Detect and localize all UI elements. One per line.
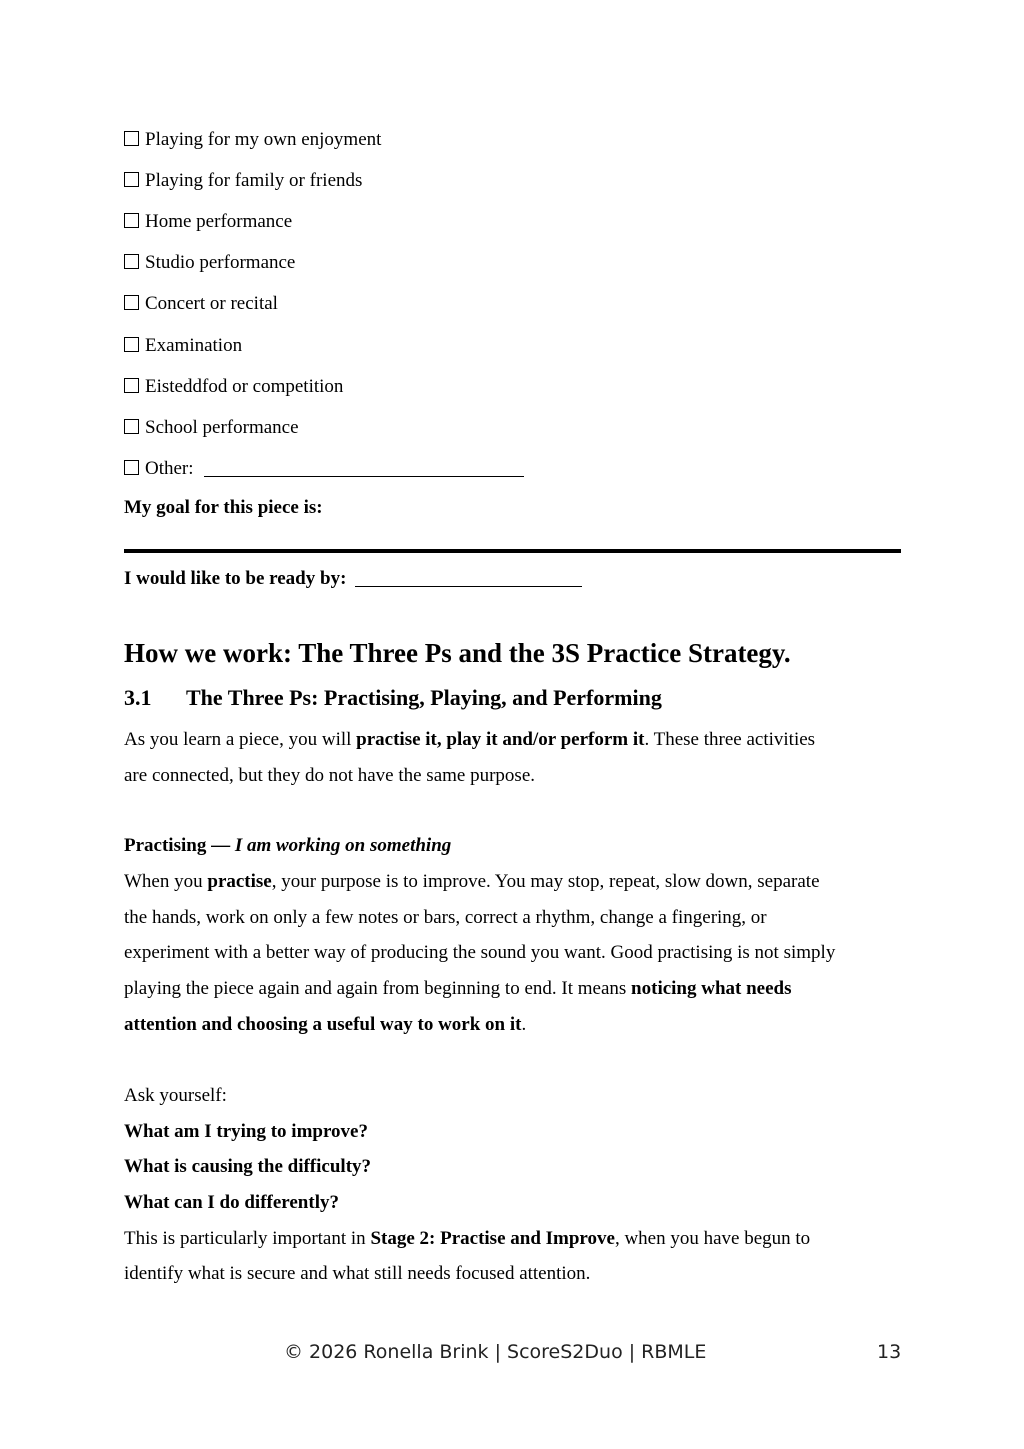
practising-line-5 [124,1013,526,1037]
intro-line-2: are connected, but they do not have the same purpose. [124,765,535,786]
option-home-performance[interactable] [124,210,292,234]
checkbox[interactable] [124,213,139,228]
checkbox[interactable] [124,419,139,434]
checkbox[interactable] [124,378,139,393]
option-label: Other: [145,458,194,479]
option-examination[interactable] [124,334,242,358]
checkbox[interactable] [124,254,139,269]
option-school-performance[interactable] [124,416,299,440]
checkbox[interactable] [124,172,139,187]
ask-intro: Ask yourself: [124,1085,227,1106]
paragraph-emphasis: Stage 2: Practise and Improve [370,1228,615,1249]
page-number: 13 [877,1341,902,1363]
section-title: How we work: The Three Ps and the 3S Practice Strategy. [124,638,791,668]
option-own-enjoyment[interactable] [124,128,381,152]
paragraph-text: . [521,1014,527,1035]
footer-copyright: © 2026 Ronella Brink | ScoreS2Duo | RBMLE [284,1341,707,1363]
ready-by-blank-line[interactable] [355,568,582,587]
paragraph-text: When you [124,871,208,892]
practising-heading [124,834,451,858]
paragraph-emphasis: noticing what needs [631,978,792,999]
subsection-heading [124,685,662,711]
paragraph-text: , your purpose is to improve. You may stop, repeat, slow down, separate [271,871,820,892]
ask-question-3: What can I do differently? [124,1192,339,1213]
option-concert-recital[interactable] [124,292,278,316]
practising-heading-italic: I am working on something [234,835,452,856]
paragraph-emphasis: practise [207,871,272,892]
option-other[interactable] [124,457,524,481]
checkbox[interactable] [124,460,139,475]
checkbox[interactable] [124,295,139,310]
paragraph-text: playing the piece again and again from beginning to end. It means [124,978,632,999]
paragraph-text: This is particularly important in [124,1228,371,1249]
option-label: School performance [145,417,299,438]
ask-question-2: What is causing the difficulty? [124,1156,372,1177]
ready-by-row [124,567,582,591]
other-blank-line[interactable] [204,458,524,477]
closing-line-2: identify what is secure and what still needs focused attention. [124,1263,591,1284]
intro-line-1 [124,728,815,752]
practising-line-1 [124,870,820,894]
intro-text: . These three activities [644,729,816,750]
option-label: Examination [145,335,243,356]
paragraph-emphasis: attention and choosing a useful way to work on it [124,1014,522,1035]
option-label: Playing for family or friends [145,170,363,191]
ready-by-label: I would like to be ready by: [124,568,347,589]
option-label: Concert or recital [145,293,278,314]
subsection-number: 3.1 [124,685,152,710]
goal-answer-line[interactable] [124,549,901,553]
ask-question-1: What am I trying to improve? [124,1121,368,1142]
paragraph-text: , when you have begun to [614,1228,811,1249]
closing-line-1 [124,1227,810,1251]
intro-text: As you learn a piece, you will [124,729,357,750]
checkbox[interactable] [124,337,139,352]
option-eisteddfod[interactable] [124,375,343,399]
checkbox[interactable] [124,131,139,146]
option-label: Studio performance [145,252,296,273]
practising-line-4 [124,977,792,1001]
practising-heading-bold: Practising — [124,835,235,856]
option-label: Playing for my own enjoyment [145,129,382,150]
option-studio-performance[interactable] [124,251,295,275]
practising-line-2: the hands, work on only a few notes or bars, correct a rhythm, change a fingering, or [124,907,767,928]
subsection-title: The Three Ps: Practising, Playing, and Performing [186,685,662,710]
option-label: Eisteddfod or competition [145,376,344,397]
option-label: Home performance [145,211,293,232]
goal-label: My goal for this piece is: [124,497,323,518]
intro-emphasis: practise it, play it and/or perform it [356,729,645,750]
option-family-friends[interactable] [124,169,362,193]
practising-line-3: experiment with a better way of producing the sound you want. Good practising is not simply [124,942,836,963]
